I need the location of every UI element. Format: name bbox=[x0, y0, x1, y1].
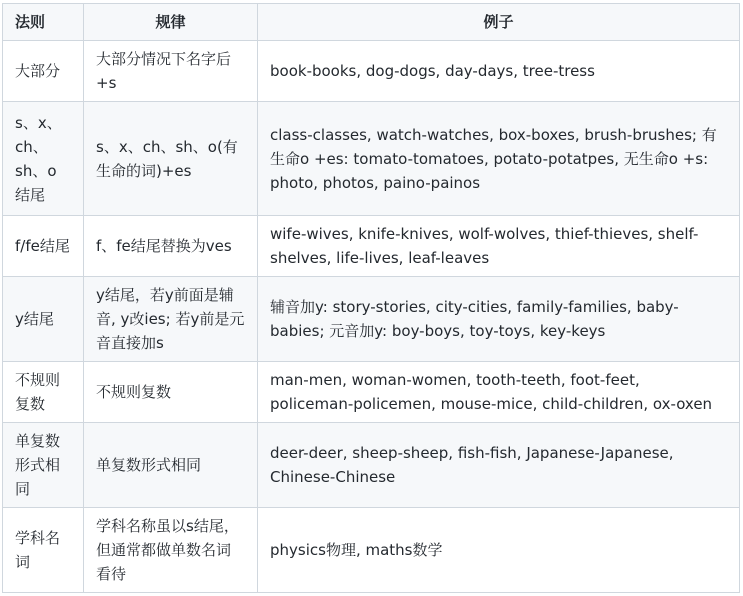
header-rule: 法则 bbox=[3, 4, 84, 41]
table-row bbox=[3, 277, 740, 362]
table-header-row bbox=[3, 4, 740, 41]
rule-cell: f/fe结尾 bbox=[3, 216, 84, 277]
rule-cell: 学科名词 bbox=[3, 508, 84, 593]
example-cell: man-men, woman-women, tooth-teeth, foot-feet, policeman-policemen, mouse-mice, child-children, ox-oxen bbox=[258, 362, 740, 423]
rule-cell: s、x、ch、sh、o结尾 bbox=[3, 102, 84, 216]
example-cell: deer-deer, sheep-sheep, fish-fish, Japanese-Japanese, Chinese-Chinese bbox=[258, 423, 740, 508]
pattern-cell: 学科名称虽以s结尾，但通常都做单数名词看待 bbox=[84, 508, 258, 593]
example-cell: book-books, dog-dogs, day-days, tree-tress bbox=[258, 41, 740, 102]
table-row bbox=[3, 423, 740, 508]
table-row bbox=[3, 362, 740, 423]
example-cell: 辅音加y: story-stories, city-cities, family-families, baby-babies; 元音加y: boy-boys, toy-toys, key-keys bbox=[258, 277, 740, 362]
table-row bbox=[3, 102, 740, 216]
rule-cell: 大部分 bbox=[3, 41, 84, 102]
example-cell: wife-wives, knife-knives, wolf-wolves, thief-thieves, shelf-shelves, life-lives, leaf-leaves bbox=[258, 216, 740, 277]
pattern-cell: 单复数形式相同 bbox=[84, 423, 258, 508]
pattern-cell: y结尾，若y前面是辅音, y改ies; 若y前是元音直接加s bbox=[84, 277, 258, 362]
example-cell: class-classes, watch-watches, box-boxes, brush-brushes; 有生命o +es: tomato-tomatoes, potato-potatpes, 无生命o +s: photo, photos, paino-painos bbox=[258, 102, 740, 216]
pattern-cell: s、x、ch、sh、o(有生命的词)+es bbox=[84, 102, 258, 216]
rule-cell: 不规则复数 bbox=[3, 362, 84, 423]
plural-rules-table bbox=[2, 3, 740, 593]
pattern-cell: 大部分情况下名字后+s bbox=[84, 41, 258, 102]
header-example: 例子 bbox=[258, 4, 740, 41]
header-pattern: 规律 bbox=[84, 4, 258, 41]
rule-cell: y结尾 bbox=[3, 277, 84, 362]
table-row bbox=[3, 216, 740, 277]
pattern-cell: 不规则复数 bbox=[84, 362, 258, 423]
table-row bbox=[3, 41, 740, 102]
example-cell: physics物理, maths数学 bbox=[258, 508, 740, 593]
rule-cell: 单复数形式相同 bbox=[3, 423, 84, 508]
pattern-cell: f、fe结尾替换为ves bbox=[84, 216, 258, 277]
table-row bbox=[3, 508, 740, 593]
